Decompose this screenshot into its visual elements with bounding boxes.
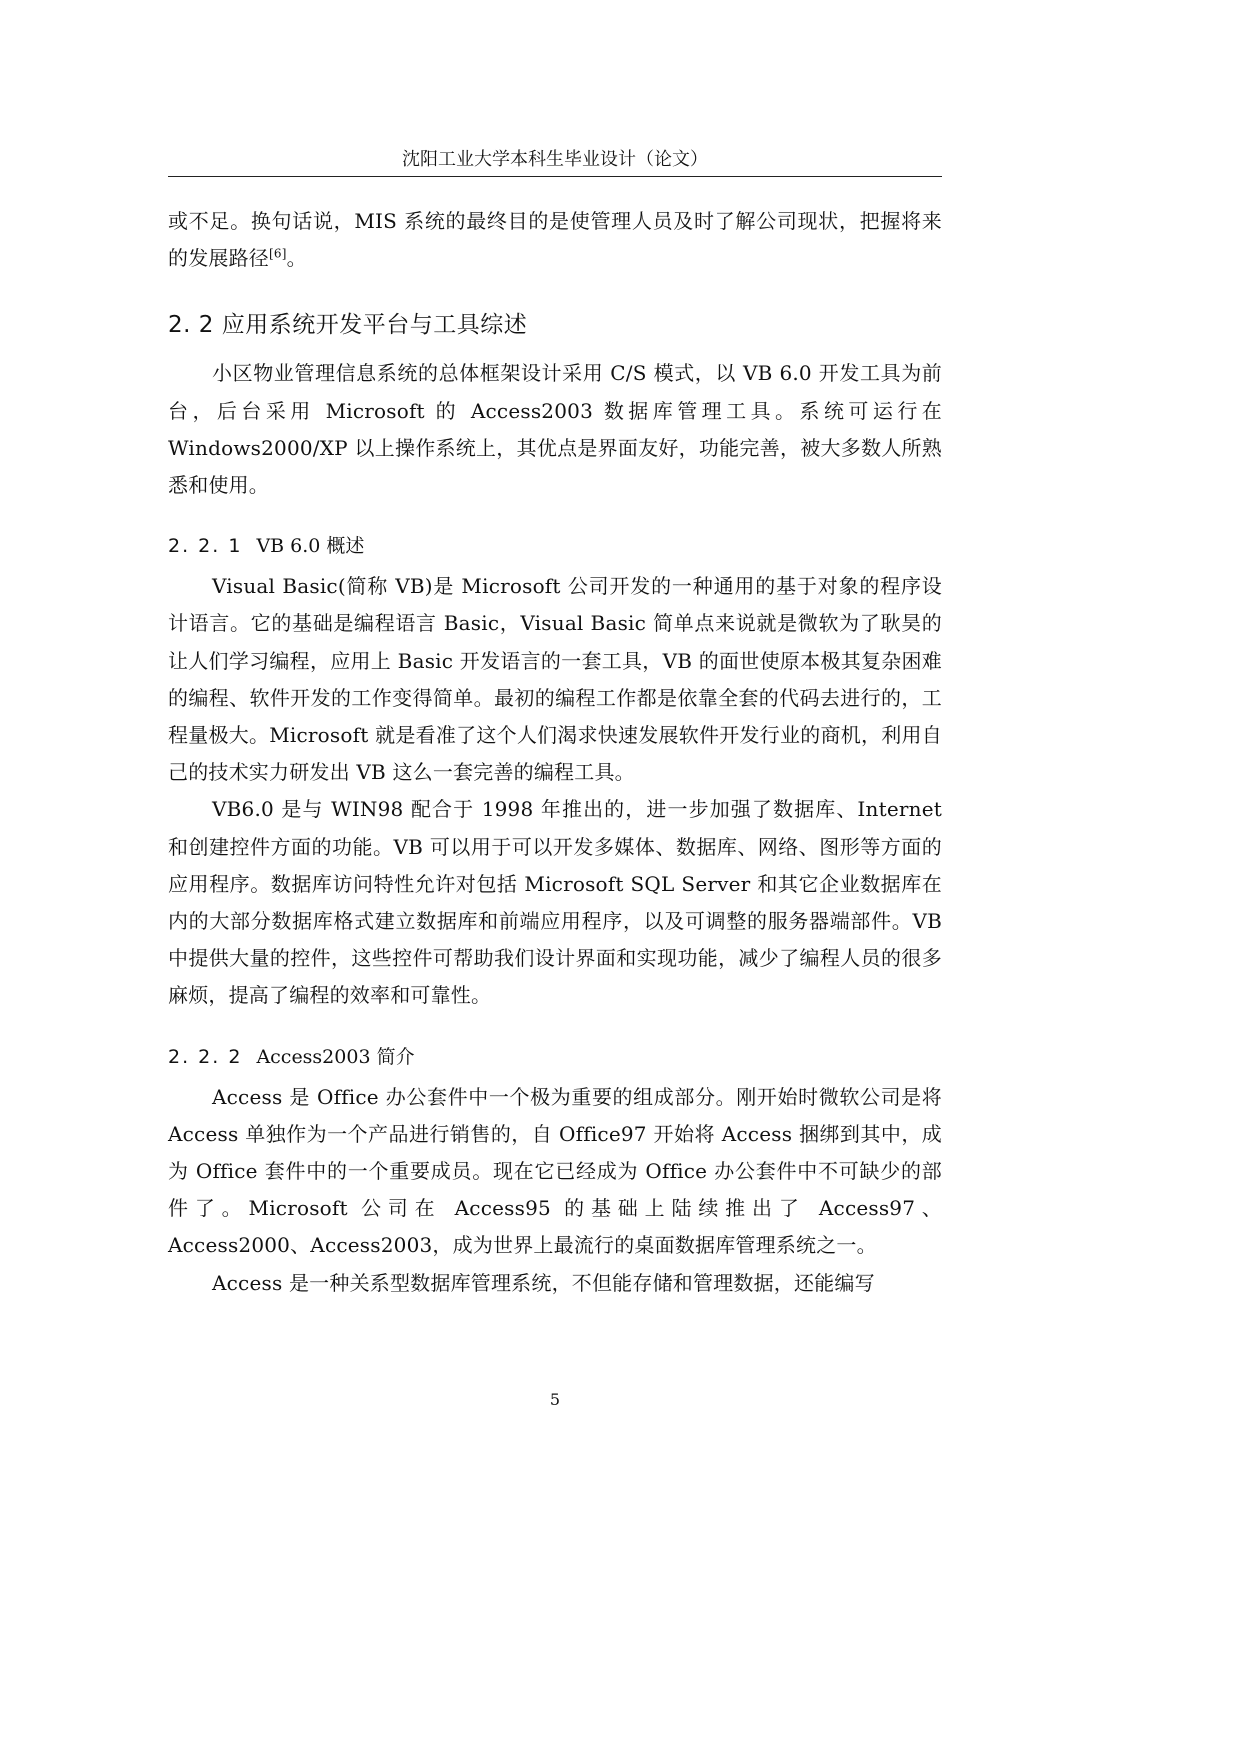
section-number: 2. 2 <box>168 312 214 339</box>
subsection-heading-2-2-1 <box>168 528 942 564</box>
subsection-title: VB 6.0 概述 <box>256 535 365 558</box>
subsection-title: Access2003 简介 <box>256 1045 415 1068</box>
access-paragraph-1: Access 是 Office 办公套件中一个极为重要的组成部分。刚开始时微软公司是将 Access 单独作为一个产品进行销售的，自 Office97 开始将 Access 捆绑到其中，成为 Office 套件中的一个重要成员。现在它已经成为 Office 办公套件中不可缺少的部件了。Microsoft 公司在 Access95 的基础上陆续推出了 Access97、Access2000、Access2003，成为世界上最流行的桌面数据库管理系统之一。 <box>168 1084 942 1258</box>
subsection-number: 2. 2. 2 <box>168 1045 243 1068</box>
page-number: 5 <box>549 1390 561 1409</box>
running-header: 沈阳工业大学本科生毕业设计（论文） <box>402 149 708 170</box>
section-title: 应用系统开发平台与工具综述 <box>221 312 528 339</box>
page-body <box>168 203 942 1302</box>
access-paragraph-2: Access 是一种关系型数据库管理系统，不但能存储和管理数据，还能编写 <box>212 1270 875 1295</box>
header-rule <box>168 176 942 177</box>
intro-paragraph <box>168 203 942 277</box>
intro-tail: 。 <box>286 246 307 271</box>
vb-paragraph-1: Visual Basic(简称 VB)是 Microsoft 公司开发的一种通用的基于对象的程序设计语言。它的基础是编程语言 Basic，Visual Basic 简单点来说就是微软为了耿昊的让人们学习编程，应用上 Basic 开发语言的一套工具，VB 的面世使原本极其复杂困难的编程、软件开发的工作变得简单。最初的编程工作都是依靠全套的代码去进行的，工程量极大。Microsoft 就是看准了这个人们渴求快速发展软件开发行业的商机，利用自己的技术实力研发出 VB 这么一套完善的编程工具。 <box>168 574 942 785</box>
subsection-heading-2-2-2 <box>168 1039 942 1075</box>
subsection-number: 2. 2. 1 <box>168 535 243 558</box>
section-heading-2-2 <box>168 305 942 345</box>
intro-text: 或不足。换句话说，MIS 系统的最终目的是使管理人员及时了解公司现状，把握将来的发展路径 <box>168 209 942 271</box>
citation-ref: [6] <box>269 246 287 261</box>
section-2-2-paragraph: 小区物业管理信息系统的总体框架设计采用 C/S 模式，以 VB 6.0 开发工具为前台，后台采用 Microsoft 的 Access2003 数据库管理工具。系统可运行在 Windows2000/XP 以上操作系统上，其优点是界面友好，功能完善，被大多数人所熟悉和使用。 <box>168 361 942 498</box>
vb-paragraph-2: VB6.0 是与 WIN98 配合于 1998 年推出的，进一步加强了数据库、Internet 和创建控件方面的功能。VB 可以用于可以开发多媒体、数据库、网络、图形等方面的应用程序。数据库访问特性允许对包括 Microsoft SQL Server 和其它企业数据库在内的大部分数据库格式建立数据库和前端应用程序，以及可调整的服务器端部件。VB 中提供大量的控件，这些控件可帮助我们设计界面和实现功能，减少了编程人员的很多麻烦，提高了编程的效率和可靠性。 <box>168 797 942 1008</box>
